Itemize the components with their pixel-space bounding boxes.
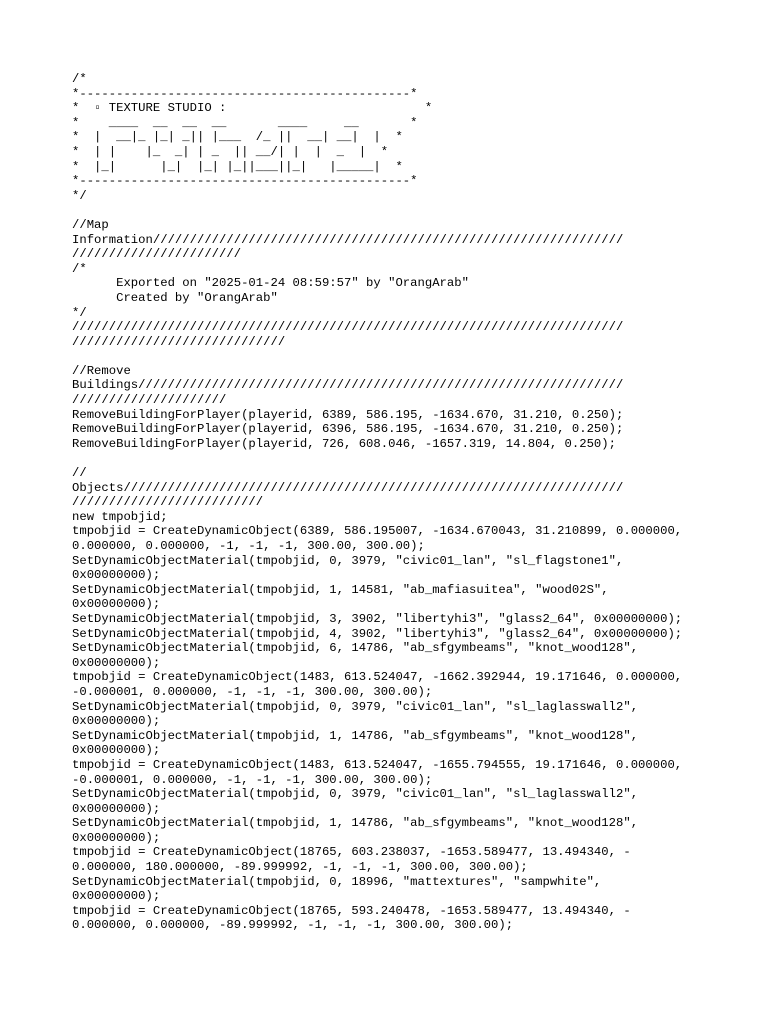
code-line: Buildings////////////////////////////////////////////////////////////////// <box>72 378 624 393</box>
code-line: Created by "OrangArab" <box>72 290 278 305</box>
code-line: *---------------------------------------------* <box>72 86 418 101</box>
code-line: -0.000001, 0.000000, -1, -1, -1, 300.00, 300.00); <box>72 684 433 699</box>
code-line: /* <box>72 72 87 86</box>
code-line: * ____ __ __ __ ____ __ * <box>72 115 418 130</box>
code-line: 0x00000000); <box>72 597 161 612</box>
code-line: * | | |_ _| | _ || __/| | | _ | * <box>72 144 389 159</box>
code-line: tmpobjid = CreateDynamicObject(1483, 613.524047, -1662.392944, 19.171646, 0.000000, <box>72 670 683 685</box>
code-line: 0x00000000); <box>72 801 161 816</box>
code-line: 0x00000000); <box>72 830 161 845</box>
code-line: RemoveBuildingForPlayer(playerid, 6396, 586.195, -1634.670, 31.210, 0.250); <box>72 422 624 437</box>
code-line: Information//////////////////////////////////////////////////////////////// <box>72 232 624 247</box>
code-line: */ <box>72 188 87 203</box>
code-line: SetDynamicObjectMaterial(tmpobjid, 0, 18996, "mattextures", "sampwhite", <box>72 874 602 889</box>
code-line: 0.000000, 0.000000, -89.999992, -1, -1, -1, 300.00, 300.00); <box>72 918 514 933</box>
code-line: * |_| |_| |_| |_||___||_| |_____| * <box>72 159 403 174</box>
code-line: // <box>72 466 87 481</box>
code-line: SetDynamicObjectMaterial(tmpobjid, 6, 14786, "ab_sfgymbeams", "knot_wood128", <box>72 641 639 656</box>
code-line: tmpobjid = CreateDynamicObject(6389, 586.195007, -1634.670043, 31.210899, 0.000000, <box>72 524 683 539</box>
code-line: /////////////////////////////////////////////////////////////////////////// <box>72 320 624 335</box>
code-line: * ▫ TEXTURE STUDIO : * <box>72 101 433 116</box>
code-line: /////////////////////// <box>72 247 242 262</box>
code-line: ////////////////////////// <box>72 495 264 510</box>
code-line: SetDynamicObjectMaterial(tmpobjid, 1, 14786, "ab_sfgymbeams", "knot_wood128", <box>72 728 639 743</box>
code-line: tmpobjid = CreateDynamicObject(1483, 613.524047, -1655.794555, 19.171646, 0.000000, <box>72 757 683 772</box>
code-line: 0x00000000); <box>72 743 161 758</box>
code-line: 0.000000, 0.000000, -1, -1, -1, 300.00, 300.00); <box>72 539 425 553</box>
code-line: SetDynamicObjectMaterial(tmpobjid, 0, 3979, "civic01_lan", "sl_laglasswall2", <box>72 787 639 802</box>
code-line: */ <box>72 305 87 320</box>
code-line: Exported on "2025-01-24 08:59:57" by "OrangArab" <box>72 276 469 291</box>
code-line: RemoveBuildingForPlayer(playerid, 726, 608.046, -1657.319, 14.804, 0.250); <box>72 436 616 451</box>
code-line: SetDynamicObjectMaterial(tmpobjid, 3, 3902, "libertyhi3", "glass2_64", 0x00000000); <box>72 611 683 626</box>
code-line: SetDynamicObjectMaterial(tmpobjid, 1, 14581, "ab_mafiasuitea", "wood02S", <box>72 582 609 597</box>
code-line: 0x00000000); <box>72 889 161 904</box>
code-line: SetDynamicObjectMaterial(tmpobjid, 4, 3902, "libertyhi3", "glass2_64", 0x00000000); <box>72 626 683 641</box>
code-line: SetDynamicObjectMaterial(tmpobjid, 1, 14786, "ab_sfgymbeams", "knot_wood128", <box>72 816 639 831</box>
code-line: tmpobjid = CreateDynamicObject(18765, 603.238037, -1653.589477, 13.494340, - <box>72 845 631 860</box>
code-line: ///////////////////////////// <box>72 334 286 349</box>
code-line: //Remove <box>72 363 131 378</box>
code-line: //Map <box>72 217 109 232</box>
code-line: /* <box>72 261 87 276</box>
code-line: Objects//////////////////////////////////////////////////////////////////// <box>72 480 624 495</box>
code-line: SetDynamicObjectMaterial(tmpobjid, 0, 3979, "civic01_lan", "sl_laglasswall2", <box>72 699 639 714</box>
code-line: SetDynamicObjectMaterial(tmpobjid, 0, 3979, "civic01_lan", "sl_flagstone1", <box>72 553 624 568</box>
code-line: 0.000000, 180.000000, -89.999992, -1, -1, -1, 300.00, 300.00); <box>72 860 528 875</box>
code-line: 0x00000000); <box>72 568 161 583</box>
code-line: 0x00000000); <box>72 714 161 729</box>
code-line: 0x00000000); <box>72 655 161 670</box>
code-line: -0.000001, 0.000000, -1, -1, -1, 300.00, 300.00); <box>72 772 433 787</box>
code-line: tmpobjid = CreateDynamicObject(18765, 593.240478, -1653.589477, 13.494340, - <box>72 903 631 918</box>
code-line: ///////////////////// <box>72 393 227 408</box>
document-page <box>72 72 712 933</box>
code-line: new tmpobjid; <box>72 509 168 524</box>
code-listing <box>72 72 712 933</box>
code-line: * | __|_ |_| _|| |___ /_ || __| __| | * <box>72 130 403 145</box>
code-line: *---------------------------------------------* <box>72 174 418 189</box>
code-line: RemoveBuildingForPlayer(playerid, 6389, 586.195, -1634.670, 31.210, 0.250); <box>72 407 624 422</box>
